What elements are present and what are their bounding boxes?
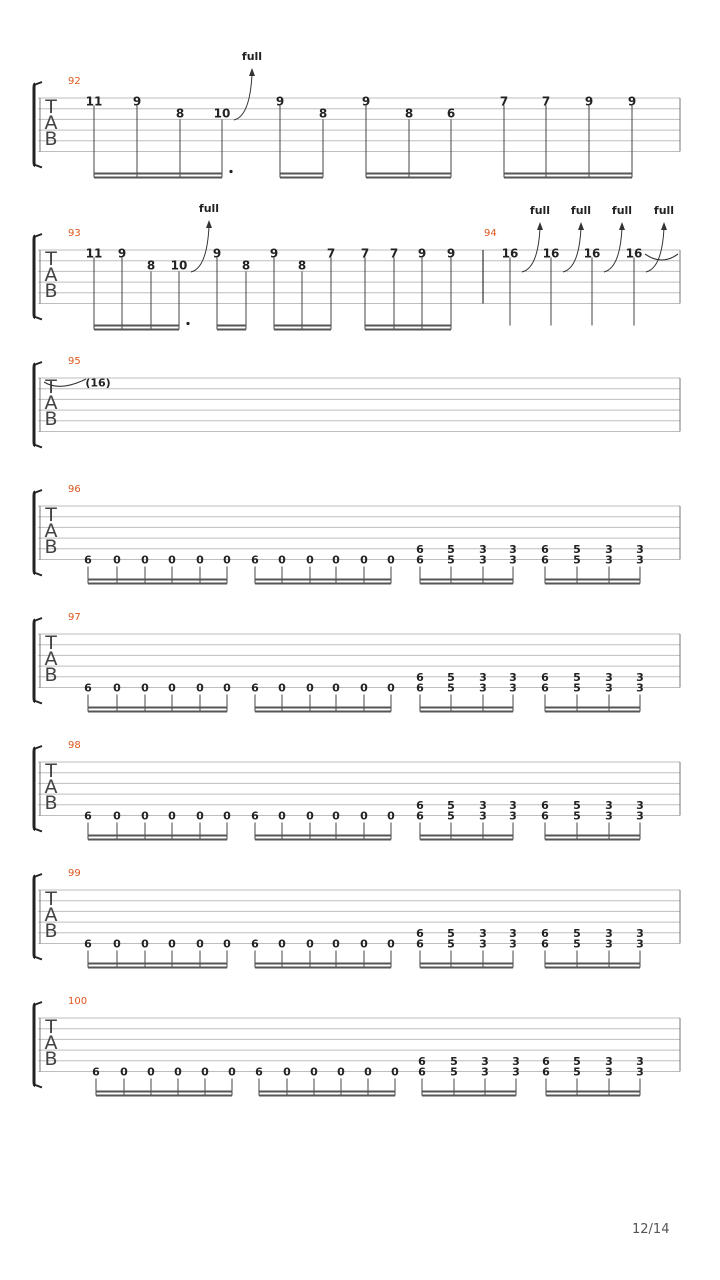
tab-clef-letter: B [44,280,58,302]
fret-number: 0 [387,809,395,823]
fret-number: 8 [318,106,328,121]
fret-number: 6 [251,809,259,823]
fret-number: 11 [85,94,103,109]
fret-number: 9 [275,94,285,109]
fret-number: 6 [416,937,424,951]
bracket-hook [34,874,42,877]
system-bracket [34,492,35,574]
tab-clef-letter: T [45,632,57,654]
system-bracket [34,876,35,958]
system-bracket [34,748,35,830]
tab-clef-letter: A [44,264,58,286]
fret-number: 8 [297,258,307,273]
fret-number: 0 [168,681,176,695]
bend-label: full [198,202,220,215]
fret-number: 5 [447,926,455,940]
fret-number: 5 [450,1065,458,1079]
fret-number: 0 [168,937,176,951]
fret-number: 6 [541,798,549,812]
fret-number: 6 [84,937,92,951]
fret-number: 8 [241,258,251,273]
fret-number: 6 [416,553,424,567]
fret-number: 16 [625,246,643,261]
fret-number: 0 [387,681,395,695]
measure-number: 93 [68,228,81,239]
bend-label: full [529,204,551,217]
measure-number: 98 [68,740,81,751]
fret-number: 5 [447,542,455,556]
bend-curve [234,74,252,120]
fret-number: 7 [389,246,399,261]
system-bracket [34,364,35,446]
fret-number: 3 [509,553,517,567]
fret-number: 7 [326,246,336,261]
fret-number: 0 [141,553,149,567]
fret-number: 0 [201,1065,209,1079]
bend-arrowhead-icon [619,222,625,230]
fret-number: 5 [573,798,581,812]
fret-number: 3 [636,1054,644,1068]
fret-number: 0 [223,681,231,695]
fret-number: 6 [251,681,259,695]
bend-arrowhead-icon [578,222,584,230]
fret-number: 0 [360,809,368,823]
fret-number: 0 [360,937,368,951]
fret-number: 0 [196,809,204,823]
tab-clef-letter: A [44,112,58,134]
fret-number: 5 [573,809,581,823]
fret-number: 0 [332,937,340,951]
fret-number: 0 [278,553,286,567]
fret-number: 0 [223,553,231,567]
fret-number: 3 [636,937,644,951]
bend-curve [191,226,209,272]
fret-number: 5 [573,542,581,556]
fret-number: 6 [416,926,424,940]
fret-number: 0 [168,553,176,567]
fret-number: 16 [501,246,519,261]
bracket-hook [34,317,42,320]
fret-number: 6 [541,670,549,684]
fret-number: 3 [636,1065,644,1079]
fret-number: 6 [251,553,259,567]
bracket-hook [34,490,42,493]
fret-number: 3 [636,798,644,812]
fret-number: 9 [627,94,637,109]
bracket-hook [34,701,42,704]
fret-number: 0 [168,809,176,823]
tab-clef-letter: T [45,760,57,782]
fret-number: 10 [170,258,188,273]
fret-number: 0 [387,937,395,951]
fret-number: 0 [147,1065,155,1079]
bracket-hook [34,1002,42,1005]
tab-clef-letter: B [44,536,58,558]
fret-number: 3 [509,681,517,695]
fret-number: 6 [541,926,549,940]
tab-clef-letter: T [45,504,57,526]
fret-number: 3 [512,1065,520,1079]
fret-number: 0 [306,681,314,695]
fret-number: 0 [174,1065,182,1079]
tab-clef-letter: B [44,1048,58,1070]
tab-clef-letter: T [45,376,57,398]
tab-clef-letter: A [44,904,58,926]
fret-number: 3 [636,670,644,684]
fret-number: 0 [387,553,395,567]
fret-number: 0 [113,553,121,567]
fret-number: 5 [573,926,581,940]
bend-arrowhead-icon [206,220,212,228]
fret-number: 7 [541,94,551,109]
fret-number: 6 [542,1054,550,1068]
fret-number: 0 [113,937,121,951]
fret-number: 16 [542,246,560,261]
fret-number: 0 [141,937,149,951]
fret-number: 5 [447,681,455,695]
bracket-hook [34,445,42,448]
fret-number: 0 [196,681,204,695]
fret-number: 0 [332,681,340,695]
fret-number: 9 [361,94,371,109]
fret-number: 3 [479,798,487,812]
fret-number: 3 [636,542,644,556]
fret-number: 6 [255,1065,263,1079]
fret-number: 0 [228,1065,236,1079]
tab-clef-letter: T [45,248,57,270]
measure-number: 95 [68,356,81,367]
fret-number: 6 [251,937,259,951]
fret-number: 3 [512,1054,520,1068]
bracket-hook [34,573,42,576]
fret-number: 10 [213,106,231,121]
bracket-hook [34,362,42,365]
fret-number: 0 [310,1065,318,1079]
bend-arrowhead-icon [661,222,667,230]
bend-label: full [611,204,633,217]
fret-number: 3 [479,670,487,684]
fret-number: 5 [573,670,581,684]
fret-number: 3 [481,1054,489,1068]
fret-number: 0 [141,809,149,823]
fret-number: 3 [479,681,487,695]
fret-number: 3 [605,937,613,951]
fret-number: 0 [283,1065,291,1079]
tab-clef-letter: A [44,776,58,798]
fret-number: 3 [605,542,613,556]
fret-number: 3 [605,809,613,823]
fret-number: 6 [416,809,424,823]
tie-arc [645,254,678,260]
system-bracket [34,620,35,702]
fret-number: 0 [120,1065,128,1079]
fret-number: 0 [332,553,340,567]
fret-number: 0 [306,937,314,951]
bracket-hook [34,746,42,749]
bracket-hook [34,234,42,237]
fret-number: 3 [605,1065,613,1079]
fret-number: 6 [541,553,549,567]
fret-number: 3 [636,553,644,567]
fret-number: 0 [196,553,204,567]
fret-number: 6 [541,542,549,556]
fret-number: 9 [417,246,427,261]
fret-number: 3 [479,553,487,567]
fret-number: 9 [584,94,594,109]
fret-number: 0 [306,553,314,567]
rhythm-dot [186,322,189,325]
fret-number: 5 [447,937,455,951]
tab-clef-letter: T [45,1016,57,1038]
fret-number: 5 [573,553,581,567]
fret-number: 0 [337,1065,345,1079]
fret-number: 9 [269,246,279,261]
bracket-hook [34,82,42,85]
fret-number: 3 [509,798,517,812]
bend-arrowhead-icon [537,222,543,230]
bracket-hook [34,957,42,960]
fret-number: 0 [113,809,121,823]
fret-number: 3 [509,809,517,823]
fret-number: 6 [542,1065,550,1079]
measure-number: 96 [68,484,81,495]
fret-number: 5 [573,937,581,951]
tab-clef-letter: A [44,1032,58,1054]
bend-label: full [241,50,263,63]
fret-number: 3 [479,809,487,823]
fret-number: 8 [146,258,156,273]
fret-number: 0 [278,937,286,951]
system-bracket [34,84,35,166]
fret-number: 0 [223,809,231,823]
fret-number: 0 [360,681,368,695]
fret-number: 5 [447,553,455,567]
measure-number: 100 [68,996,88,1007]
fret-number: 3 [605,681,613,695]
fret-number: 3 [605,553,613,567]
fret-number: 3 [636,926,644,940]
fret-number: 8 [175,106,185,121]
fret-number: 3 [605,670,613,684]
fret-number: 7 [499,94,509,109]
fret-number: 0 [360,553,368,567]
fret-number: 9 [132,94,142,109]
fret-number: 3 [509,542,517,556]
page-number: 12/14 [632,1222,670,1237]
tab-clef-letter: B [44,920,58,942]
fret-number: 6 [416,542,424,556]
tab-clef-letter: A [44,648,58,670]
fret-number: 0 [364,1065,372,1079]
fret-number: 3 [479,542,487,556]
system-bracket [34,236,35,318]
bracket-hook [34,1085,42,1088]
fret-number: 3 [481,1065,489,1079]
fret-number: 5 [450,1054,458,1068]
fret-number: 3 [636,681,644,695]
fret-number: 6 [446,106,456,121]
fret-number: 11 [85,246,103,261]
fret-number: 6 [416,681,424,695]
bracket-hook [34,165,42,168]
bracket-hook [34,618,42,621]
fret-number: 6 [92,1065,100,1079]
fret-number: (16) [85,376,111,390]
fret-number: 6 [541,809,549,823]
fret-number: 3 [605,798,613,812]
bend-arrowhead-icon [249,68,255,76]
tab-clef-letter: A [44,520,58,542]
fret-number: 3 [605,926,613,940]
tab-clef-letter: B [44,792,58,814]
fret-number: 0 [332,809,340,823]
fret-number: 3 [509,926,517,940]
fret-number: 0 [223,937,231,951]
fret-number: 0 [278,681,286,695]
fret-number: 6 [416,670,424,684]
fret-number: 9 [212,246,222,261]
measure-number: 97 [68,612,81,623]
fret-number: 5 [447,798,455,812]
tab-clef-letter: B [44,128,58,150]
rhythm-dot [229,170,232,173]
fret-number: 5 [573,1054,581,1068]
fret-number: 3 [509,670,517,684]
measure-number: 94 [484,228,497,239]
fret-number: 3 [636,809,644,823]
tab-clef-letter: T [45,888,57,910]
fret-number: 3 [479,937,487,951]
fret-number: 5 [447,670,455,684]
system-bracket [34,1004,35,1086]
fret-number: 6 [418,1065,426,1079]
fret-number: 9 [446,246,456,261]
fret-number: 3 [509,937,517,951]
measure-number: 99 [68,868,81,879]
fret-number: 6 [541,681,549,695]
fret-number: 0 [391,1065,399,1079]
bend-label: full [570,204,592,217]
fret-number: 6 [84,809,92,823]
fret-number: 0 [306,809,314,823]
fret-number: 8 [404,106,414,121]
fret-number: 3 [605,1054,613,1068]
bend-label: full [653,204,675,217]
fret-number: 6 [84,681,92,695]
fret-number: 6 [418,1054,426,1068]
fret-number: 5 [573,681,581,695]
tab-clef-letter: A [44,392,58,414]
bracket-hook [34,829,42,832]
fret-number: 16 [583,246,601,261]
measure-number: 92 [68,76,81,87]
fret-number: 6 [541,937,549,951]
tab-clef-letter: B [44,408,58,430]
fret-number: 6 [416,798,424,812]
tab-clef-letter: B [44,664,58,686]
fret-number: 0 [196,937,204,951]
fret-number: 5 [573,1065,581,1079]
tab-clef-letter: T [45,96,57,118]
fret-number: 0 [113,681,121,695]
fret-number: 3 [479,926,487,940]
fret-number: 7 [360,246,370,261]
fret-number: 0 [141,681,149,695]
fret-number: 6 [84,553,92,567]
fret-number: 9 [117,246,127,261]
fret-number: 5 [447,809,455,823]
fret-number: 0 [278,809,286,823]
